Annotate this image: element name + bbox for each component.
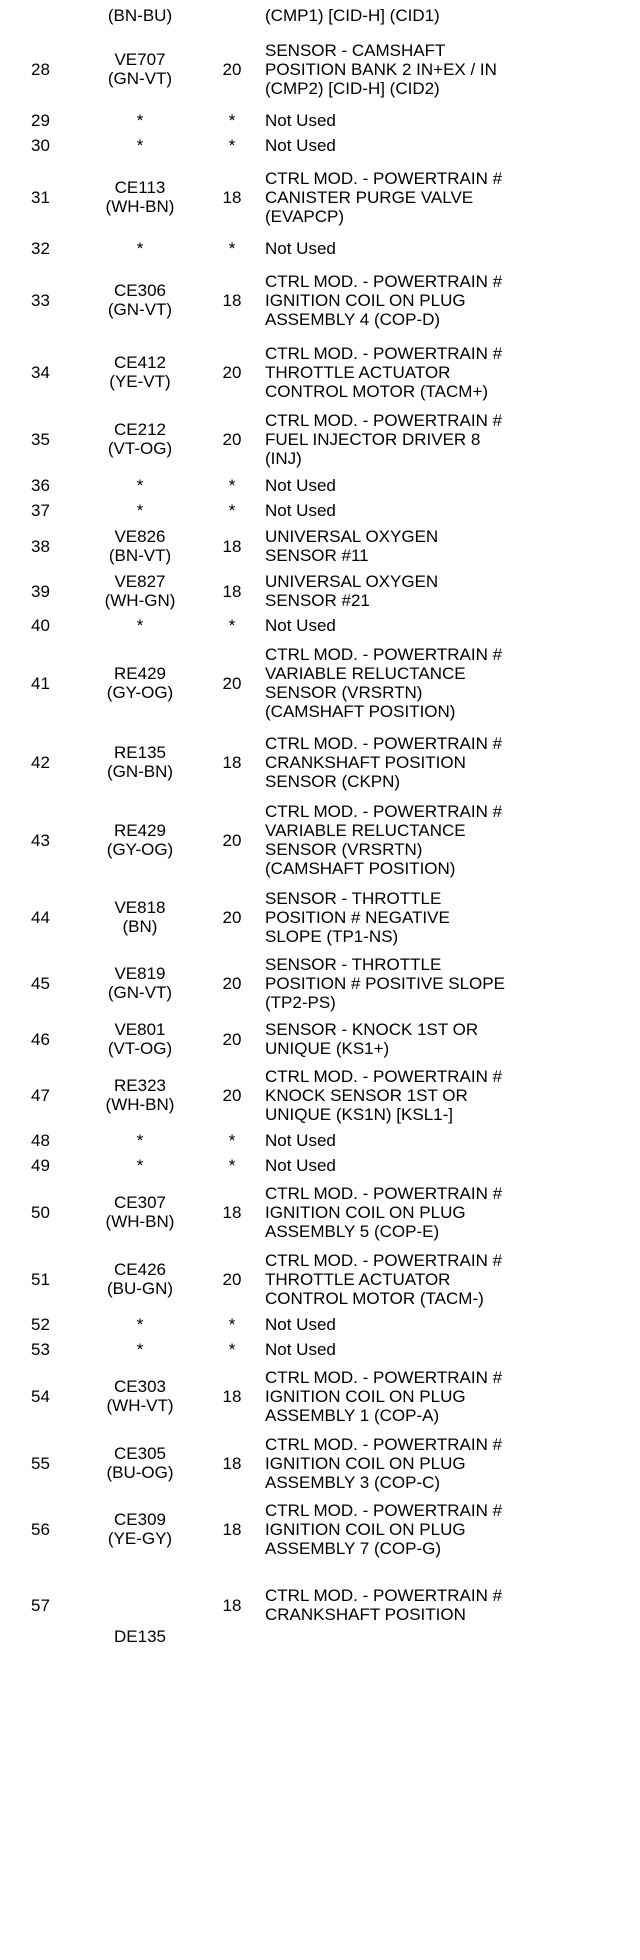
pin-number-cell [0,0,81,30]
function-line: CRANKSHAFT POSITION [265,1605,466,1624]
function-cell [265,473,640,498]
function-cell [265,1312,640,1337]
circuit-line: (GY-OG) [106,840,174,859]
pin-number-cell: 42 [31,752,50,772]
function-line: (CAMSHAFT POSITION) [265,859,456,878]
function-line: SENSOR #21 [265,591,370,610]
function-cell [265,569,640,613]
circuit-line: CE426 [114,1260,166,1279]
circuit-cell [81,523,199,569]
pin-number-cell: 43 [31,830,50,850]
pin-number-cell: 28 [31,59,50,79]
wire-gauge-cell: 20 [222,429,242,449]
function-cell [265,108,640,133]
circuit-cell [81,728,199,796]
table-row [0,569,640,613]
wire-gauge-cell [199,0,265,30]
wire-gauge-cell: * [228,616,236,635]
circuit-cell [81,108,199,133]
function-line: IGNITION COIL ON PLUG [265,290,466,310]
function-line: KNOCK SENSOR 1ST OR [265,1085,468,1105]
function-line: FUEL INJECTOR DRIVER 8 [265,429,481,449]
table-row [0,950,640,1016]
circuit-cell [81,473,199,498]
function-line: IGNITION COIL ON PLUG [265,1202,466,1222]
function-cell [265,405,640,473]
circuit-line: (BN-VT) [108,546,172,565]
function-line: UNIVERSAL OXYGEN [265,572,439,591]
circuit-cell [81,1246,199,1312]
pin-number-cell: 54 [31,1386,50,1406]
circuit-line: (BN) [122,917,158,936]
circuit-line: VE801 [114,1020,166,1039]
function-line: UNIVERSAL OXYGEN [265,527,439,546]
function-cell [265,1178,640,1246]
function-line: Not Used [265,1315,336,1334]
function-cell [265,133,640,158]
wire-gauge-cell: 20 [222,1085,242,1105]
circuit-line: CE305 [114,1444,166,1463]
circuit-line: (VT-OG) [107,1039,173,1058]
function-line: CTRL MOD. - POWERTRAIN # [265,1183,503,1203]
function-line: UNIQUE (KS1N) [KSL1-] [265,1104,453,1124]
pin-number-cell: 45 [31,973,50,993]
circuit-line: VE827 [114,572,166,591]
function-line: SENSOR - THROTTLE [265,888,442,908]
table-row [0,339,640,405]
function-cell [265,261,640,339]
circuit-line: DE135 [114,1627,166,1646]
wire-gauge-cell: 18 [222,752,242,772]
function-line: Not Used [265,239,336,258]
function-cell [265,0,640,30]
function-line: CTRL MOD. - POWERTRAIN # [265,802,503,821]
table-row [0,728,640,796]
wire-gauge-cell: * [228,239,236,258]
function-line: SENSOR - THROTTLE [265,954,442,974]
table-row [0,884,640,950]
pin-number-cell: 53 [31,1340,50,1359]
pin-number-cell: 35 [31,429,50,449]
table-row [0,1337,640,1362]
function-line: CTRL MOD. - POWERTRAIN # [265,645,503,664]
circuit-line: (BU-GN) [106,1279,174,1298]
wire-gauge-cell: * [228,1315,236,1334]
function-line: (CMP1) [CID-H] (CID1) [265,5,440,25]
table-row [0,473,640,498]
function-line: ASSEMBLY 1 (COP-A) [265,1405,440,1425]
circuit-cell [81,1430,199,1496]
circuit-cell [81,30,199,108]
function-cell [265,796,640,884]
pin-number-cell: 47 [31,1085,50,1105]
circuit-line: * [136,1340,144,1359]
function-cell [265,950,640,1016]
table-row [0,613,640,638]
function-line: (TP2-PS) [265,992,336,1012]
table-row [0,1128,640,1153]
wire-gauge-cell: * [228,501,236,520]
circuit-line: RE429 [114,664,166,683]
circuit-line: CE309 [114,1510,166,1529]
function-line: CTRL MOD. - POWERTRAIN # [265,1066,503,1086]
circuit-line: * [136,1131,144,1150]
function-cell [265,498,640,523]
circuit-line: RE429 [114,821,166,840]
wire-gauge-cell: * [228,1340,236,1359]
circuit-line: * [136,616,144,635]
circuit-line: CE113 [114,178,166,197]
pin-number-cell: 33 [31,290,50,310]
function-line: Not Used [265,136,336,155]
pin-number-cell: 49 [31,1156,50,1175]
function-line: UNIQUE (KS1+) [265,1039,390,1058]
pin-number-cell: 46 [31,1029,50,1049]
wire-gauge-cell: 18 [222,581,242,601]
wire-gauge-cell: 18 [222,1519,242,1539]
function-line: CTRL MOD. - POWERTRAIN # [265,1586,503,1605]
function-line: Not Used [265,476,336,495]
circuit-cell [81,638,199,728]
pin-number-cell: 32 [31,239,50,258]
pin-number-cell: 48 [31,1131,50,1150]
wire-gauge-cell: * [228,111,236,130]
table-row [0,0,640,30]
pin-number-cell: 52 [31,1315,50,1334]
wire-gauge-cell: 20 [222,1269,242,1289]
circuit-cell [81,613,199,638]
function-line: Not Used [265,1340,336,1359]
function-cell [265,1337,640,1362]
function-line: SENSOR #11 [265,546,369,565]
wire-gauge-cell: 20 [222,59,242,79]
circuit-line: (WH-BN) [105,1095,175,1114]
circuit-line: VE826 [114,527,166,546]
wire-gauge-cell: 20 [222,673,242,693]
circuit-cell [81,884,199,950]
function-line: SENSOR (VRSRTN) [265,840,423,859]
circuit-line: * [136,1156,144,1175]
function-line: CTRL MOD. - POWERTRAIN # [265,1367,503,1387]
function-line: CTRL MOD. - POWERTRAIN # [265,410,503,430]
circuit-line: * [136,136,144,155]
circuit-cell [81,158,199,236]
circuit-cell [81,1562,199,1648]
circuit-line: CE303 [114,1377,166,1396]
function-cell [265,1062,640,1128]
circuit-line: (GN-VT) [107,300,173,319]
table-row [0,133,640,158]
table-row [0,1362,640,1430]
function-line: ASSEMBLY 5 (COP-E) [265,1221,440,1241]
circuit-line: CE412 [114,353,166,372]
function-line: POSITION BANK 2 IN+EX / IN [265,59,497,79]
function-line: CTRL MOD. - POWERTRAIN # [265,343,503,363]
circuit-line: (YE-GY) [107,1529,173,1548]
function-line: SENSOR - KNOCK 1ST OR [265,1020,479,1039]
function-line: Not Used [265,1131,336,1150]
function-line: CONTROL MOTOR (TACM+) [265,381,489,401]
circuit-line: VE819 [114,964,166,983]
circuit-line: RE323 [114,1076,166,1095]
table-row [0,236,640,261]
function-line: CRANKSHAFT POSITION [265,752,466,772]
function-line: Not Used [265,1156,336,1175]
function-cell [265,1128,640,1153]
function-line: ASSEMBLY 4 (COP-D) [265,309,441,329]
wire-gauge-cell: 20 [222,830,242,850]
function-cell [265,30,640,108]
pin-number-cell: 55 [31,1453,50,1473]
pin-number-cell: 51 [31,1269,50,1289]
circuit-line: (GY-OG) [106,683,174,702]
wire-gauge-cell: 18 [222,536,242,556]
circuit-cell [81,339,199,405]
pin-number-cell: 40 [31,616,50,635]
circuit-cell [81,236,199,261]
wire-gauge-cell: 20 [222,973,242,993]
function-line: POSITION # NEGATIVE [265,907,450,927]
function-line: VARIABLE RELUCTANCE [265,664,466,683]
function-cell [265,1016,640,1062]
function-cell [265,1562,640,1648]
table-row [0,796,640,884]
function-line: SLOPE (TP1-NS) [265,926,399,946]
function-line: IGNITION COIL ON PLUG [265,1386,466,1406]
circuit-line: (YE-VT) [109,372,171,391]
function-line: ASSEMBLY 3 (COP-C) [265,1472,441,1492]
circuit-line: (BN-BU) [107,5,173,25]
function-line: CTRL MOD. - POWERTRAIN # [265,168,503,188]
function-cell [265,339,640,405]
function-line: CTRL MOD. - POWERTRAIN # [265,1434,503,1454]
circuit-cell [81,133,199,158]
function-cell [265,884,640,950]
function-line: POSITION # POSITIVE SLOPE [265,973,505,993]
function-cell [265,1496,640,1562]
wire-gauge-cell: 18 [222,1386,242,1406]
function-line: (EVAPCP) [265,206,345,226]
pin-number-cell: 29 [31,111,50,130]
table-row [0,30,640,108]
circuit-cell [81,1153,199,1178]
table-row [0,1430,640,1496]
function-cell [265,523,640,569]
table-row [0,108,640,133]
function-line: (CAMSHAFT POSITION) [265,702,456,721]
pin-number-cell: 57 [31,1595,50,1615]
table-row [0,638,640,728]
wire-gauge-cell: 18 [222,1202,242,1222]
function-cell [265,1153,640,1178]
circuit-line: (WH-BN) [105,1212,175,1231]
circuit-line: * [136,111,144,130]
table-row [0,523,640,569]
function-cell [265,1362,640,1430]
circuit-line: (GN-VT) [107,69,173,88]
circuit-cell [81,1178,199,1246]
circuit-line: (WH-GN) [104,591,176,610]
function-line: THROTTLE ACTUATOR [265,1269,451,1289]
table-row [0,1312,640,1337]
function-cell [265,158,640,236]
function-line: (CMP2) [CID-H] (CID2) [265,78,440,98]
circuit-line: * [136,501,144,520]
function-line: (INJ) [265,448,302,468]
wire-gauge-cell: 18 [222,1595,242,1615]
circuit-line: (WH-VT) [106,1396,174,1415]
table-row [0,1562,640,1648]
function-cell [265,728,640,796]
wire-gauge-cell: 20 [222,362,242,382]
wire-gauge-cell: 18 [222,187,242,207]
function-line: ASSEMBLY 7 (COP-G) [265,1538,442,1558]
pin-number-cell: 39 [31,581,50,601]
circuit-cell [81,1016,199,1062]
circuit-cell [81,405,199,473]
function-line: Not Used [265,616,336,635]
wire-gauge-cell: 20 [222,907,242,927]
function-cell [265,1246,640,1312]
circuit-cell [81,1312,199,1337]
circuit-cell [81,1062,199,1128]
circuit-cell [81,796,199,884]
wire-gauge-cell: * [228,476,236,495]
pin-number-cell: 30 [31,136,50,155]
circuit-cell [81,498,199,523]
table-row [0,1153,640,1178]
circuit-line: VE707 [114,50,166,69]
circuit-cell [81,0,199,30]
table-row [0,158,640,236]
pin-number-cell: 36 [31,476,50,495]
circuit-line: CE306 [114,281,166,300]
function-line: IGNITION COIL ON PLUG [265,1519,466,1539]
wire-gauge-cell: * [228,1131,236,1150]
circuit-line: CE212 [114,420,166,439]
pin-number-cell: 34 [31,362,50,382]
pin-number-cell: 56 [31,1519,50,1539]
pin-number-cell: 50 [31,1202,50,1222]
table-row [0,1016,640,1062]
circuit-line: * [136,1315,144,1334]
function-line: CTRL MOD. - POWERTRAIN # [265,1250,503,1270]
function-line: THROTTLE ACTUATOR [265,362,451,382]
pin-number-cell: 44 [31,907,50,927]
circuit-cell [81,261,199,339]
function-line: Not Used [265,501,336,520]
function-line: CTRL MOD. - POWERTRAIN # [265,1500,503,1520]
table-row [0,1062,640,1128]
function-cell [265,613,640,638]
circuit-cell [81,569,199,613]
wire-gauge-cell: 18 [222,290,242,310]
circuit-line: (WH-BN) [105,197,175,216]
pin-number-cell: 31 [31,187,50,207]
function-line: SENSOR - CAMSHAFT [265,40,446,60]
circuit-cell [81,1496,199,1562]
function-line: CANISTER PURGE VALVE [265,187,474,207]
table-row [0,1496,640,1562]
circuit-line: (BU-OG) [106,1463,174,1482]
function-line: SENSOR (CKPN) [265,771,401,791]
function-cell [265,638,640,728]
function-line: SENSOR (VRSRTN) [265,683,423,702]
circuit-cell [81,1337,199,1362]
function-cell [265,1430,640,1496]
wire-gauge-cell: * [228,1156,236,1175]
pin-number-cell: 38 [31,536,50,556]
function-line: Not Used [265,111,336,130]
function-line: CTRL MOD. - POWERTRAIN # [265,733,503,753]
circuit-line: * [136,476,144,495]
table-row [0,405,640,473]
function-line: CTRL MOD. - POWERTRAIN # [265,271,503,291]
pin-number-cell: 37 [31,501,50,520]
pin-number-cell: 41 [31,673,50,693]
circuit-line: RE135 [114,743,166,762]
wire-gauge-cell: 18 [222,1453,242,1473]
circuit-line: (GN-BN) [106,762,174,781]
function-line: VARIABLE RELUCTANCE [265,821,466,840]
function-line: CONTROL MOTOR (TACM-) [265,1288,484,1308]
table-row [0,261,640,339]
table-row [0,498,640,523]
function-line: IGNITION COIL ON PLUG [265,1453,466,1473]
circuit-line: * [136,239,144,258]
circuit-cell [81,950,199,1016]
circuit-line: VE818 [114,898,166,917]
wire-gauge-cell: 20 [222,1029,242,1049]
circuit-line: (GN-VT) [107,983,173,1002]
table-row [0,1246,640,1312]
table-row [0,1178,640,1246]
function-cell [265,236,640,261]
circuit-line: (VT-OG) [107,439,173,458]
wire-gauge-cell: * [228,136,236,155]
circuit-cell [81,1128,199,1153]
circuit-cell [81,1362,199,1430]
circuit-line: CE307 [114,1193,166,1212]
